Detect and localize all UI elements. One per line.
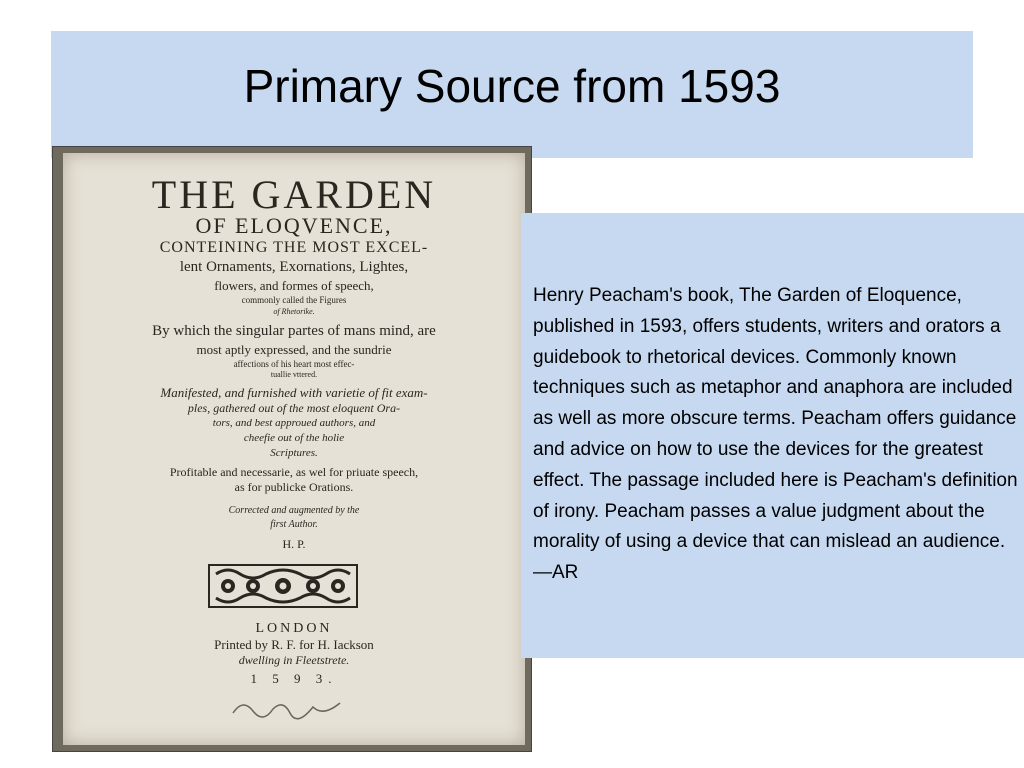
- title-page-line: CONTEINING THE MOST EXCEL-: [159, 239, 429, 256]
- title-page-line: commonly called the Figures: [241, 295, 347, 305]
- title-page-line: Profitable and necessarie, as wel for priuate speech,: [169, 465, 419, 479]
- title-panel: [51, 31, 973, 158]
- title-page-line: Scriptures.: [270, 447, 318, 459]
- title-page-line: By which the singular partes of mans mind, are: [152, 323, 436, 339]
- title-page-line: Corrected and augmented by the: [228, 505, 360, 516]
- title-page-line: dwelling in Fleetstrete.: [238, 653, 350, 667]
- description-panel: [521, 213, 1024, 658]
- title-page-line: of Rhetorike.: [273, 307, 315, 316]
- title-page-line: LONDON: [255, 621, 333, 636]
- title-page-line: tuallie vttered.: [270, 370, 318, 379]
- title-page-line: Manifested, and furnished with varietie of fit exam-: [160, 385, 428, 400]
- printers-ornament-icon: [208, 564, 358, 608]
- title-page-line: flowers, and formes of speech,: [214, 278, 374, 293]
- title-page-line: Printed by R. F. for H. Iackson: [214, 637, 374, 652]
- slide-title: Primary Source from 1593: [243, 60, 781, 112]
- title-page-line: ples, gathered out of the most eloquent Ora-: [187, 401, 401, 415]
- title-page-line: lent Ornaments, Exornations, Lightes,: [179, 259, 409, 275]
- title-page-line: as for publicke Orations.: [234, 480, 354, 494]
- book-title-page-image: [52, 146, 532, 752]
- title-page-line: OF ELOQVENCE,: [195, 213, 393, 238]
- title-page-line: 1 5 9 3.: [250, 671, 338, 686]
- title-page-line: tors, and best approued authors, and: [212, 417, 376, 429]
- title-page-line: H. P.: [282, 537, 306, 551]
- title-page-paper: [63, 153, 525, 745]
- title-page-line: first Author.: [270, 519, 318, 530]
- title-page-line: most aptly expressed, and the sundrie: [196, 342, 392, 357]
- title-page-line: affections of his heart most effec-: [233, 359, 355, 369]
- description-text: Henry Peacham's book, The Garden of Eloquence, published in 1593, offers students, writers and orators a guidebook to rhetorical devices. Commonly known techniques such as metaphor and anaphora are included as well as more obscure terms. Peacham offers guidance and advice on how to use the devices for the greatest effect. The passage included here is Peacham's definition of irony. Peacham passes a value judgment about the morality of using a device that can mislead an audience.—AR: [533, 285, 1018, 584]
- title-page-line: THE GARDEN: [151, 172, 437, 217]
- handwritten-signature: [228, 693, 348, 723]
- title-page-line: cheefie out of the holie: [243, 432, 345, 444]
